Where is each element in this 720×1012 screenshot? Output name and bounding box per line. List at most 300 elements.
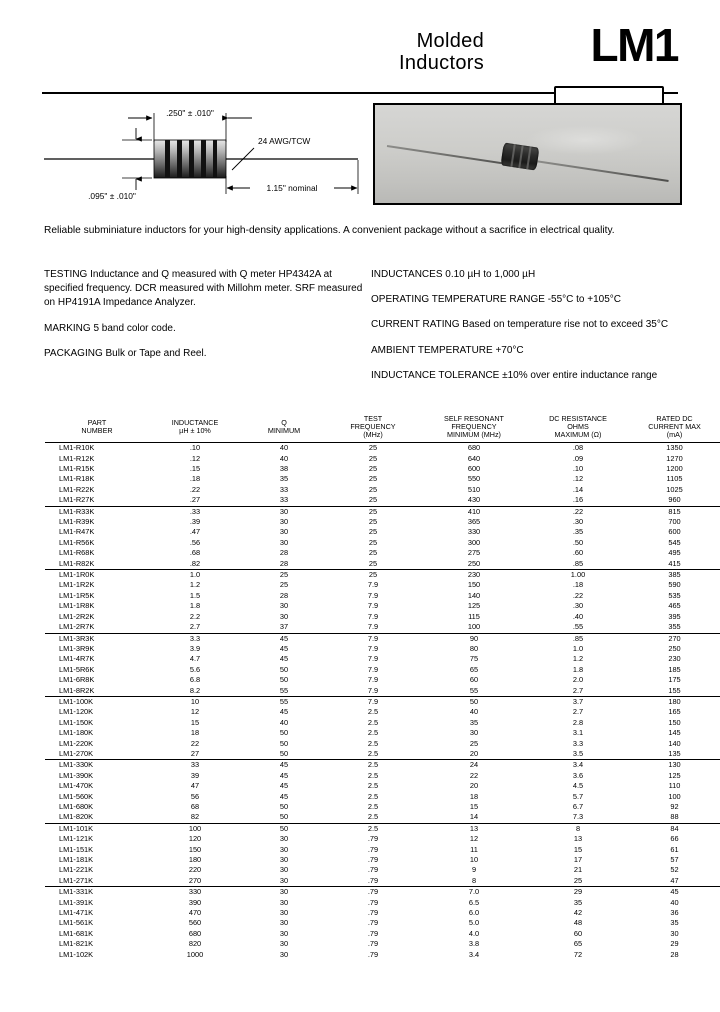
table-row [45,834,720,844]
drawing-lead-label: 24 AWG/TCW [258,136,311,146]
cell-test-frequency: 2.5 [367,791,379,801]
parts-table [45,412,720,960]
table-row [45,559,720,570]
photo-color-band [510,144,515,167]
cell-q-minimum: 50 [279,664,289,674]
table-row [45,675,720,685]
cell-rated-dc-current: 140 [668,738,681,748]
cell-dc-resistance: .35 [572,527,584,537]
cell-dc-resistance: 1.00 [570,570,586,580]
table-row [45,644,720,654]
cell-inductance: .33 [189,506,201,516]
cell-rated-dc-current: 66 [670,834,679,844]
cell-self-resonant-frequency: 55 [419,686,529,697]
cell-test-frequency: 2.5 [367,717,379,727]
cell-inductance: 12 [190,707,200,717]
cell-self-resonant-frequency: 680 [467,443,481,453]
cell-q-minimum: 30 [279,865,289,875]
cell-q-minimum: 50 [279,823,289,833]
cell-dc-resistance: .09 [572,453,584,463]
cell-test-frequency: .79 [367,855,379,865]
product-photo-background [375,105,680,203]
cell-test-frequency: .79 [327,876,419,887]
parts-table-header-self-resonant-frequency: SELF RESONANT FREQUENCY MINIMUM (MHz) [419,412,529,443]
cell-part-number: LM1-561K [59,918,94,928]
cell-part-number: LM1-R18K [59,474,95,484]
intro-paragraph: Reliable subminiature inductors for your high-density applications. A convenient package without a sacrifice in electrical quality. [44,225,615,237]
cell-test-frequency: .79 [367,887,379,897]
cell-test-frequency: 25 [368,484,378,494]
table-row [45,527,720,537]
cell-test-frequency: 25 [368,570,378,580]
table-row [45,538,720,548]
cell-inductance: .47 [189,527,201,537]
parts-table-body [45,443,720,960]
table-row [45,443,720,454]
cell-inductance: 8.2 [149,686,241,697]
cell-self-resonant-frequency: 80 [469,643,479,653]
drawing-dim-diameter-label: .095" ± .010" [88,191,136,201]
cell-part-number: LM1-6R8K [59,675,95,685]
cell-q-minimum: 45 [279,760,289,770]
cell-dc-resistance: .22 [572,506,584,516]
cell-self-resonant-frequency: 22 [469,770,479,780]
table-row [45,760,720,771]
table-row [45,665,720,675]
table-row [45,908,720,918]
cell-self-resonant-frequency: 15 [469,802,479,811]
cell-q-minimum: 30 [279,897,289,907]
cell-q-minimum: 30 [279,601,289,611]
cell-q-minimum: 45 [279,633,289,643]
cell-dc-resistance: 3.4 [572,760,584,770]
cell-part-number: LM1-R39K [59,517,95,527]
cell-inductance: 3.3 [189,633,201,643]
parts-table-header-rated-dc-current: RATED DC CURRENT MAX (mA) [627,412,720,443]
cell-rated-dc-current: 88 [627,812,720,823]
parts-table-header-part-number: PART NUMBER [45,412,149,443]
cell-self-resonant-frequency: 410 [467,506,481,516]
cell-q-minimum: 35 [279,474,289,484]
cell-self-resonant-frequency: 430 [419,495,529,506]
cell-dc-resistance: .16 [529,495,627,506]
cell-part-number: LM1-271K [45,876,149,887]
cell-part-number: LM1-560K [59,791,94,801]
cell-test-frequency: .79 [367,928,379,938]
cell-test-frequency: .79 [367,939,379,949]
cell-dc-resistance: 2.8 [572,717,584,727]
cell-part-number: LM1-121K [59,834,94,844]
cell-self-resonant-frequency: 300 [467,537,481,547]
cell-inductance: .18 [189,474,201,484]
table-row [45,929,720,939]
cell-rated-dc-current: 1105 [666,474,683,484]
cell-q-minimum: 55 [279,696,289,706]
cell-dc-resistance: 25 [529,876,627,887]
table-row [45,633,720,644]
table-row [45,474,720,484]
header-title-line2: Inductors [399,52,484,75]
cell-test-frequency: 7.9 [367,633,379,643]
cell-part-number: LM1-4R7K [59,654,95,664]
cell-inductance: 680 [188,928,202,938]
cell-inductance: 1000 [186,949,204,959]
parts-table-header-row [45,412,720,443]
cell-test-frequency: 7.9 [367,580,379,590]
cell-inductance: 18 [190,728,200,738]
cell-dc-resistance: 2.7 [529,686,627,697]
cell-test-frequency: 7.9 [367,654,379,664]
cell-self-resonant-frequency: 275 [467,548,481,558]
cell-q-minimum: 45 [279,707,289,717]
cell-inductance: .12 [189,453,201,463]
cell-inductance: 100 [188,823,202,833]
cell-part-number: LM1-681K [59,928,94,938]
cell-part-number: LM1-331K [59,887,94,897]
cell-inductance: 120 [188,834,202,844]
spec-item-inductances: INDUCTANCES 0.10 µH to 1,000 µH [371,269,536,280]
cell-inductance: 390 [188,897,202,907]
cell-part-number: LM1-R10K [59,443,95,453]
cell-q-minimum: 30 [279,527,289,537]
cell-q-minimum: 40 [279,443,289,453]
cell-q-minimum: 28 [241,559,327,570]
cell-inductance: 2.2 [189,611,201,621]
cell-rated-dc-current: 125 [668,770,681,780]
cell-part-number: LM1-151K [59,844,94,854]
cell-inductance: 180 [188,855,202,865]
cell-dc-resistance: .85 [529,559,627,570]
cell-dc-resistance: 21 [573,865,583,875]
table-row [45,454,720,464]
cell-test-frequency: 2.5 [367,738,379,748]
cell-part-number: LM1-821K [59,939,94,949]
cell-dc-resistance: 7.3 [529,812,627,823]
cell-test-frequency: .79 [367,897,379,907]
cell-self-resonant-frequency: 50 [469,696,479,706]
cell-test-frequency: .79 [367,908,379,918]
cell-part-number: LM1-R68K [59,548,95,558]
table-row [45,707,720,717]
cell-inductance: .22 [189,484,201,494]
cell-self-resonant-frequency: 75 [469,654,479,664]
cell-q-minimum: 25 [279,570,289,580]
cell-part-number: LM1-330K [59,760,94,770]
cell-dc-resistance: .30 [572,517,584,527]
cell-rated-dc-current: 145 [668,728,681,738]
cell-rated-dc-current: 135 [627,749,720,760]
spec-item-inductance-tolerance: INDUCTANCE TOLERANCE ±10% over entire inductance range [371,369,658,381]
cell-part-number: LM1-150K [59,717,94,727]
cell-q-minimum: 38 [279,464,289,473]
cell-self-resonant-frequency: 6.5 [468,897,480,907]
cell-inductance: 10 [190,696,200,706]
table-row [45,570,720,581]
cell-self-resonant-frequency: 13 [469,823,479,833]
cell-q-minimum: 30 [279,844,289,854]
cell-dc-resistance: 1.8 [572,664,584,674]
cell-dc-resistance: 8 [575,823,581,833]
cell-inductance: 820 [188,939,202,949]
table-row [45,464,720,474]
cell-inductance: .56 [189,537,201,547]
cell-rated-dc-current: 165 [668,707,681,717]
cell-q-minimum: 30 [279,949,289,959]
cell-rated-dc-current: 415 [627,559,720,570]
cell-q-minimum: 30 [241,876,327,887]
table-row [45,485,720,495]
spec-item-ambient-temperature: AMBIENT TEMPERATURE +70°C [371,344,524,356]
cell-dc-resistance: 17 [573,855,583,865]
cell-q-minimum: 45 [279,791,289,801]
drawing-dim-length-label: .250" ± .010" [166,108,214,118]
cell-inductance: 270 [149,876,241,887]
table-row [45,865,720,875]
cell-test-frequency: 7.9 [367,590,379,600]
table-row [45,749,720,760]
cell-dc-resistance: .85 [572,633,584,643]
dimension-drawing-svg [36,98,366,202]
cell-test-frequency: 7.9 [367,611,379,621]
cell-inductance: 33 [190,760,200,770]
cell-self-resonant-frequency: 140 [467,590,481,600]
cell-dc-resistance: .40 [572,611,584,621]
cell-rated-dc-current: 1025 [666,484,683,494]
cell-inductance: 330 [188,887,202,897]
parts-table-head [45,412,720,443]
cell-test-frequency: 25 [368,474,378,484]
cell-test-frequency: 2.5 [327,749,419,760]
cell-self-resonant-frequency: 90 [469,633,479,643]
cell-dc-resistance: 48 [573,918,583,928]
cell-rated-dc-current: 61 [670,844,679,854]
cell-dc-resistance: 60 [573,928,583,938]
cell-inductance: 560 [188,918,202,928]
cell-part-number: LM1-120K [59,707,94,717]
cell-inductance: 82 [149,812,241,823]
cell-dc-resistance: .18 [572,580,584,590]
cell-rated-dc-current: 1270 [666,453,683,463]
cell-self-resonant-frequency: 60 [469,675,479,685]
spec-item-current-rating: CURRENT RATING Based on temperature rise not to exceed 35°C [371,319,669,331]
cell-q-minimum: 30 [279,887,289,897]
cell-dc-resistance: 3.3 [572,738,584,748]
cell-part-number: LM1-1R2K [59,580,95,590]
cell-self-resonant-frequency: 14 [419,812,529,823]
cell-self-resonant-frequency: 365 [467,517,481,527]
table-row [45,855,720,865]
cell-part-number: LM1-180K [59,728,94,738]
cell-rated-dc-current: 92 [670,802,679,811]
table-row [45,612,720,622]
cell-self-resonant-frequency: 330 [467,527,481,537]
cell-rated-dc-current: 355 [627,622,720,633]
cell-q-minimum: 50 [279,675,289,685]
cell-part-number: LM1-101K [59,823,94,833]
cell-self-resonant-frequency: 510 [467,484,481,494]
cell-dc-resistance: 35 [573,897,583,907]
cell-rated-dc-current: 40 [670,897,679,907]
table-row [45,823,720,834]
cell-dc-resistance: 15 [573,844,583,854]
cell-inductance: 3.9 [189,643,201,653]
cell-rated-dc-current: 960 [627,495,720,506]
cell-self-resonant-frequency: 18 [469,791,479,801]
cell-inductance: .15 [189,464,201,473]
cell-inductance: 39 [190,770,200,780]
cell-rated-dc-current: 84 [670,823,679,833]
cell-part-number: LM1-100K [59,696,94,706]
parts-table-header-inductance: INDUCTANCE µH ± 10% [149,412,241,443]
cell-q-minimum: 50 [279,738,289,748]
spec-item-marking: MARKING 5 band color code. [44,322,176,334]
table-row [45,580,720,590]
cell-test-frequency: 2.5 [367,770,379,780]
cell-test-frequency: 25 [368,548,378,558]
cell-dc-resistance: .50 [572,537,584,547]
cell-q-minimum: 30 [279,939,289,949]
cell-part-number: LM1-R22K [59,484,95,494]
cell-q-minimum: 30 [279,611,289,621]
cell-rated-dc-current: 155 [627,686,720,697]
cell-part-number: LM1-3R3K [59,633,95,643]
cell-part-number: LM1-270K [45,749,149,760]
series-code: LM1 [590,19,678,71]
cell-test-frequency: 25 [327,559,419,570]
cell-self-resonant-frequency: 230 [467,570,481,580]
cell-dc-resistance: 4.5 [572,781,584,791]
cell-rated-dc-current: 545 [668,537,681,547]
cell-rated-dc-current: 700 [668,517,681,527]
page-header [0,0,720,92]
table-row [45,918,720,928]
cell-self-resonant-frequency: 9 [471,865,477,875]
cell-inductance: .27 [149,495,241,506]
cell-part-number: LM1-221K [59,865,94,875]
cell-dc-resistance: 2.7 [572,707,584,717]
cell-self-resonant-frequency: 30 [469,728,479,738]
table-row [45,696,720,707]
table-row [45,622,720,633]
cell-test-frequency: .79 [367,918,379,928]
cell-q-minimum: 50 [279,728,289,738]
photo-lead-wire-left [387,145,514,166]
cell-inductance: 47 [190,781,200,791]
table-row [45,771,720,781]
cell-part-number: LM1-391K [59,897,94,907]
cell-part-number: LM1-R15K [59,464,95,473]
cell-self-resonant-frequency: 35 [469,717,479,727]
cell-part-number: LM1-5R6K [59,664,95,674]
cell-rated-dc-current: 150 [668,717,681,727]
cell-inductance: .39 [189,517,201,527]
cell-inductance: 27 [149,749,241,760]
table-row [45,517,720,527]
cell-rated-dc-current: 535 [668,590,681,600]
cell-dc-resistance: 3.5 [529,749,627,760]
cell-self-resonant-frequency: 3.4 [468,949,480,959]
spec-column-right [371,268,683,383]
cell-rated-dc-current: 52 [670,865,679,875]
cell-rated-dc-current: 1200 [666,464,683,473]
cell-q-minimum: 30 [279,855,289,865]
cell-dc-resistance: 42 [573,908,583,918]
cell-dc-resistance: .10 [572,464,584,473]
cell-dc-resistance: .30 [572,601,584,611]
table-row [45,812,720,823]
cell-dc-resistance: 3.7 [572,696,584,706]
cell-self-resonant-frequency: 10 [469,855,479,865]
spec-column-left [44,268,364,361]
cell-dc-resistance: .22 [572,590,584,600]
cell-q-minimum: 30 [279,834,289,844]
cell-q-minimum: 30 [279,928,289,938]
cell-q-minimum: 30 [279,918,289,928]
cell-q-minimum: 30 [279,908,289,918]
cell-part-number: LM1-220K [59,738,94,748]
cell-q-minimum: 30 [279,506,289,516]
cell-dc-resistance: 1.2 [572,654,584,664]
dimension-drawing [36,98,366,202]
cell-part-number: LM1-820K [45,812,149,823]
cell-rated-dc-current: 35 [670,918,679,928]
cell-self-resonant-frequency: 8 [419,876,529,887]
cell-q-minimum: 50 [241,749,327,760]
cell-rated-dc-current: 815 [668,506,681,516]
cell-test-frequency: .79 [367,844,379,854]
table-row [45,506,720,517]
spec-item-operating-temperature-range: OPERATING TEMPERATURE RANGE -55°C to +105°C [371,294,622,306]
cell-rated-dc-current: 29 [670,939,679,949]
cell-rated-dc-current: 47 [627,876,720,887]
cell-inductance: .82 [149,559,241,570]
cell-part-number: LM1-R47K [59,527,95,537]
cell-q-minimum: 37 [241,622,327,633]
cell-part-number: LM1-R27K [45,495,149,506]
cell-test-frequency: 25 [368,527,378,537]
cell-test-frequency: .79 [367,834,379,844]
photo-highlight [525,125,645,155]
cell-q-minimum: 45 [279,654,289,664]
cell-q-minimum: 40 [279,453,289,463]
table-row [45,495,720,506]
cell-part-number: LM1-1R8K [59,601,95,611]
cell-dc-resistance: 6.7 [572,802,584,811]
cell-dc-resistance: 29 [573,887,583,897]
cell-self-resonant-frequency: 20 [469,781,479,791]
cell-rated-dc-current: 270 [668,633,681,643]
table-row [45,654,720,664]
cell-part-number: LM1-102K [59,949,94,959]
cell-dc-resistance: .08 [572,443,584,453]
cell-test-frequency: 2.5 [327,812,419,823]
table-row [45,898,720,908]
cell-test-frequency: .79 [367,865,379,875]
spec-item-packaging: PACKAGING Bulk or Tape and Reel. [44,347,207,359]
cell-test-frequency: 7.9 [367,675,379,685]
cell-dc-resistance: 2.0 [572,675,584,685]
cell-self-resonant-frequency: 24 [469,760,479,770]
cell-dc-resistance: 72 [573,949,583,959]
cell-inductance: 1.2 [189,580,201,590]
cell-part-number: LM1-181K [59,855,94,865]
cell-part-number: LM1-R12K [59,453,95,463]
cell-part-number: LM1-R82K [45,559,149,570]
cell-test-frequency: 25 [327,495,419,506]
cell-q-minimum: 50 [241,812,327,823]
cell-rated-dc-current: 180 [668,696,681,706]
table-row [45,887,720,898]
